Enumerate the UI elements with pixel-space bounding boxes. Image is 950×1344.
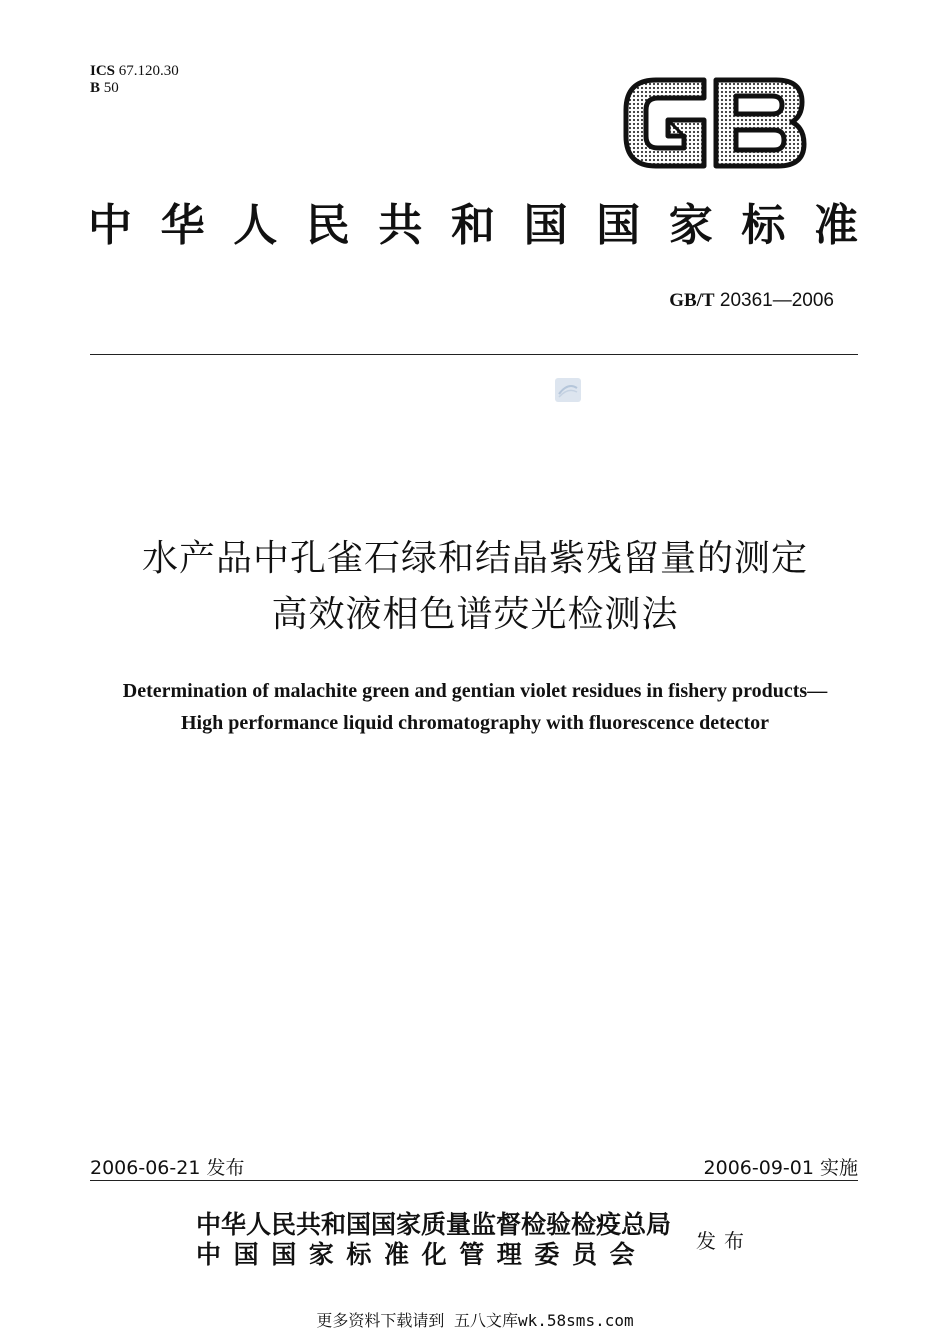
title-cn-line1: 水产品中孔雀石绿和结晶紫残留量的测定	[141, 538, 808, 579]
issuer-org2: 中国国家标准化管理委员会	[196, 1240, 648, 1269]
ics-label: ICS	[90, 63, 116, 79]
standard-code: 20361—2006	[719, 290, 834, 311]
standard-prefix: GB/T	[669, 290, 715, 311]
footer-divider	[90, 1180, 858, 1181]
footer-download-note: 更多资料下载请到 五八文库wk.58sms.com	[316, 1311, 634, 1330]
gb-logo-icon	[620, 74, 808, 172]
header-divider	[90, 354, 858, 355]
ics-code: 67.120.30	[118, 63, 179, 79]
srac-logo-icon	[555, 378, 581, 402]
publish-label: 发布	[696, 1229, 752, 1253]
national-standard-title: 中华人民共和国国家标准	[88, 200, 862, 251]
title-en-line2: High performance liquid chromatography with fluorescence detector	[180, 712, 770, 734]
title-cn-line2: 高效液相色谱荧光检测法	[271, 594, 679, 635]
standard-number	[669, 290, 834, 312]
issuer-org1: 中华人民共和国国家质量监督检验检疫总局	[196, 1210, 672, 1239]
ccs-code: 50	[103, 80, 119, 96]
issue-date: 2006-06-21 发布	[90, 1157, 245, 1179]
title-en-line1: Determination of malachite green and gentian violet residues in fishery products—	[122, 680, 828, 702]
ccs-label: B	[90, 80, 101, 96]
implementation-date: 2006-09-01 实施	[703, 1157, 858, 1179]
classification-codes	[90, 63, 179, 97]
